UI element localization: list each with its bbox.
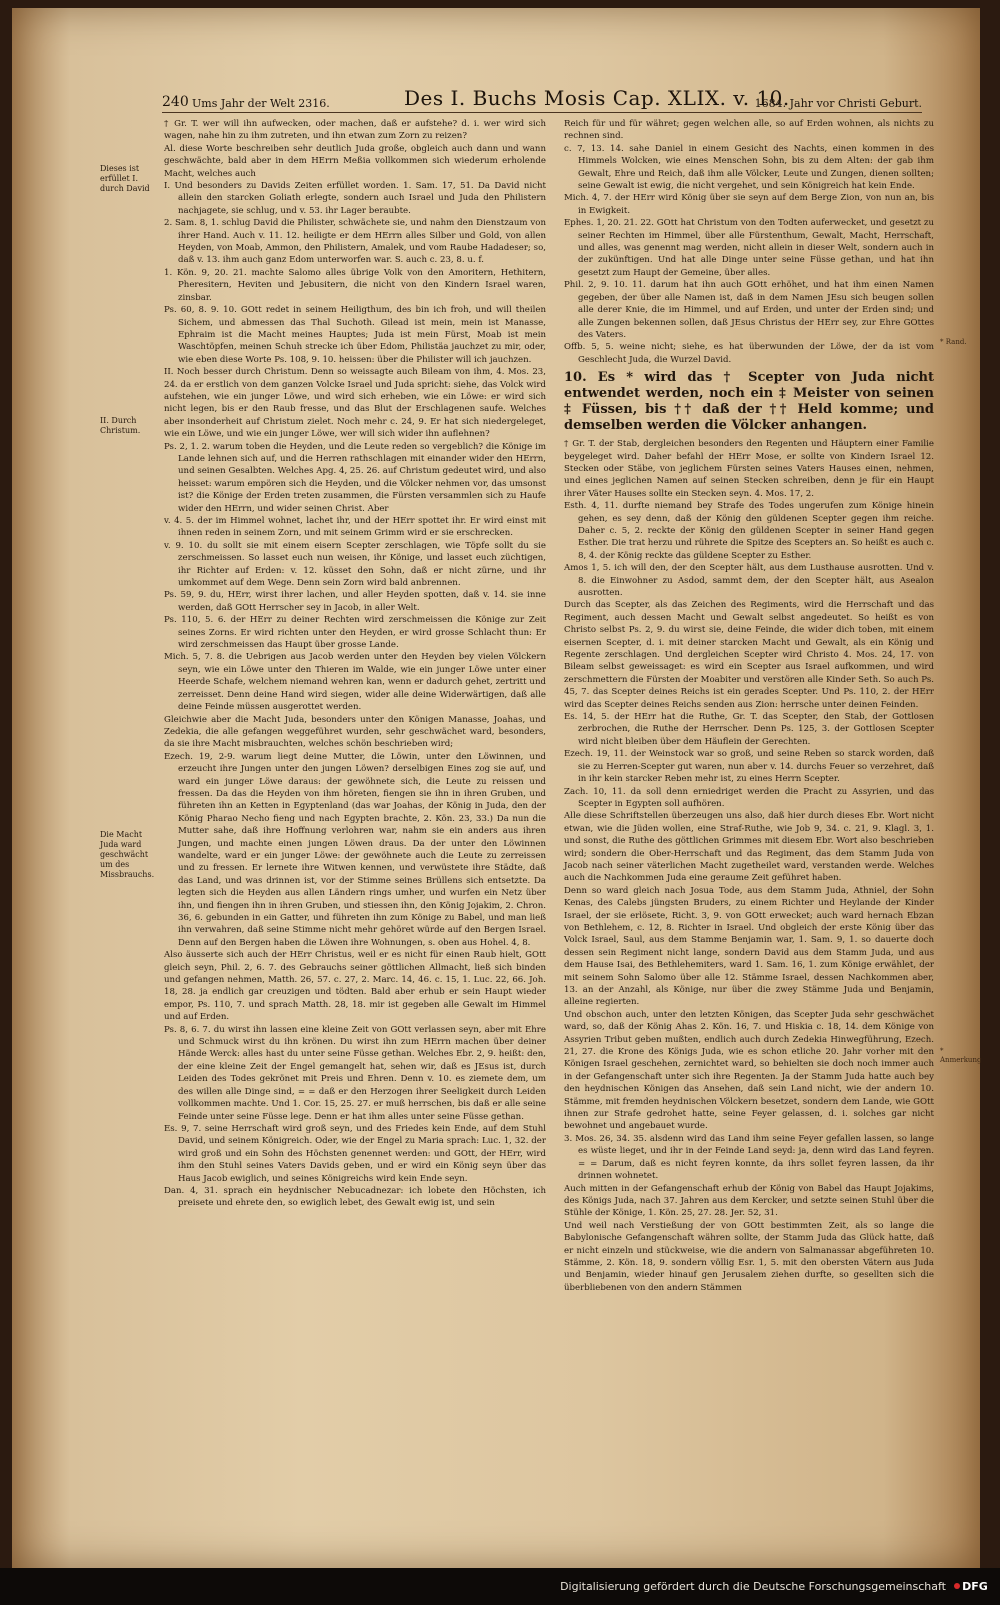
paragraph: II. Noch besser durch Christum. Denn so weissagte auch Bileam von ihm, 4. Mos. 23, 24. da er erstlich von dem ganzen Volcke Israel und Juda spricht: siehe, das Volck wird aufstehen, wie ein junger Löwe, und wird sich erheben, wie ein Löwe: er wird sich nicht legen, bis er den Raub fresse, und das Blut der Erschlagenen saufe. Welches aber insonderheit auf Christum zielet. Noch mehr c. 24, 9. Er hat sich niedergeleget, wie ein Löwe, und wie ein junger Löwe, wer will sich wider ihn auflehnen?	[164, 367, 546, 440]
paragraph: Offb. 5, 5. weine nicht; siehe, es hat überwunden der Löwe, der da ist vom Geschlecht Juda, die Wurzel David.	[564, 342, 934, 365]
paragraph: Es. 9, 7. seine Herrschaft wird groß seyn, und des Friedes kein Ende, auf dem Stuhl David, und seinem Königreich. Oder, wie der Engel zu Maria sprach: Luc. 1, 32. der wird groß und ein Sohn des Höchsten genennet werden: und GOtt, der HErr, wird ihm den Stuhl seines Vaters Davids geben, und er wird ein König seyn über das Haus Jacob ewiglich, und seines Königreichs wird kein Ende seyn.	[164, 1123, 546, 1184]
margin-notes-right	[940, 338, 982, 1238]
page-title: Des I. Buchs Mosis Cap. XLIX. v. 10.	[404, 86, 790, 110]
paragraph: † Gr. T. der Stab, dergleichen besonders den Regenten und Häuptern einer Familie beygeleget wird. Daher befahl der HErr Mose, er sollte von Kindern Israel 12. Stecken oder Stäbe, von jeglichem Fürsten seines Vaters Hauses einen, nehmen, und eines jeglichen Namen auf seinen Stecken schreiben, denn je für ein Haupt ihrer Väter Hauses sollte ein Stecken seyn. 4. Mos. 17, 2.	[564, 439, 934, 499]
dfg-logo-icon: DFG	[952, 1577, 990, 1595]
paragraph: Al. diese Worte beschreiben sehr deutlich Juda große, obgleich auch dann und wann geschwächte, bald aber in dem HErrn Meßia vollkommen sich wiederum erholende Macht, welches auch	[164, 143, 546, 179]
margin-note-macht: Die Macht Juda ward geschwächt um des Missbrauchs.	[100, 830, 155, 879]
verse-heading: 10. Es * wird das † Scepter von Juda nicht entwendet werden, noch ein ‡ Meister von seinen ‡ Füssen, bis †† daß der †† Held komme; und demselben werden die Völcker anhangen.	[564, 370, 934, 434]
paragraph: Mich. 4, 7. der HErr wird König über sie seyn auf dem Berge Zion, von nun an, bis in Ewigkeit.	[564, 193, 934, 216]
paragraph: Amos 1, 5. ich will den, der den Scepter hält, aus dem Lusthause ausrotten. Und v. 8. die Einwohner zu Asdod, sammt dem, der den Scepter hält, aus Asealon ausrotten.	[564, 563, 934, 598]
left-column	[164, 118, 546, 1210]
footer-bar	[0, 1568, 1000, 1605]
right-column	[564, 118, 934, 1294]
paragraph: 2. Sam. 8, 1. schlug David die Philister, schwächete sie, und nahm den Dienstzaum von ihrer Hand. Auch v. 11. 12. heiligte er dem HErrn alles Silber und Gold, von allen Heyden, von Moab, Ammon, den Philistern, Amalek, und vom Raube Hadadeser; so, daß v. 13. ihm auch ganz Edom unterworfen war. S. auch c. 23, 8. u. f.	[164, 218, 546, 266]
paragraph: 3. Mos. 26, 34. 35. alsdenn wird das Land ihm seine Feyer gefallen lassen, so lange es wüste lieget, und ihr in der Feinde Land seyd: ja, denn wird das Land feyren. = = Darum, daß es nicht feyren konnte, da ihrs sollet feyren lassen, da ihr drinnen wohnetet.	[564, 1133, 934, 1182]
paragraph: 1. Kön. 9, 20. 21. machte Salomo alles übrige Volk von den Amoritern, Hethitern, Pheresitern, Heviten und Jebusitern, die nicht von den Kindern Israel waren, zinsbar.	[164, 267, 546, 303]
paragraph: Ps. 60, 8. 9. 10. GOtt redet in seinem Heiligthum, des bin ich froh, und will theilen Sichem, und abmessen das Thal Suchoth. Gilead ist mein, mein ist Manasse, Ephraim ist die Macht meines Hauptes; Juda ist mein Fürst, Moab ist mein Waschtöpfen, meinen Schuh strecke ich über Edom, Philistäa jauchzet zu mir, oder, wie eben diese Worte Ps. 108, 9. 10. heissen: über die Philister will ich jauchzen.	[164, 305, 546, 365]
paragraph: Ephes. 1, 20. 21. 22. GOtt hat Christum von den Todten auferwecket, und gesetzt zu seiner Rechten im Himmel, über alle Fürstenthum, Gewalt, Macht, Herrschaft, und alles, was genennt mag werden, nicht allein in dieser Welt, sondern auch in der zukünftigen. Und hat alle Dinge unter seine Füsse gethan, und hat ihn gesetzt zum Haupt der Gemeine, über alles.	[564, 218, 934, 278]
paragraph: Ps. 59, 9. du, HErr, wirst ihrer lachen, und aller Heyden spotten, daß v. 14. sie inne werden, daß GOtt Herrscher sey in Jacob, in aller Welt.	[164, 590, 546, 613]
margin-note-christum: II. Durch Christum.	[100, 416, 141, 435]
running-head	[162, 86, 922, 113]
year-right: 1684. Jahr vor Christi Geburt.	[754, 97, 922, 110]
year-left: Ums Jahr der Welt 2316.	[192, 97, 330, 110]
margin-note: * Anmerkung	[940, 1047, 982, 1064]
paragraph: † Gr. T. wer will ihn aufwecken, oder machen, daß er aufstehe? d. i. wer wird sich wagen, nahe hin zu ihm zutreten, und ihn etwan zum Zorn zu reizen?	[164, 119, 546, 142]
paragraph: Ps. 2, 1. 2. warum toben die Heyden, und die Leute reden so vergeblich? die Könige im Lande lehnen sich auf, und die Herren rathschlagen mit einander wider den HErrn, und seinen Gesalbten. Welches Apg. 4, 25. 26. auf Christum gedeutet wird, und also heisset: warum empören sich die Heyden, und die Völcker nehmen vor, das umsonst ist? die Könige der Erden treten zusammen, die Fürsten versammlen sich zu Haufe wider den HErrn, und wider seinen Christ. Aber	[164, 441, 546, 514]
paragraph: v. 9. 10. du sollt sie mit einem eisern Scepter zerschlagen, wie Töpfe sollt du sie zerschmeissen. So lasset euch nun weisen, ihr Könige, und lasset euch züchtigen, ihr Richter auf Erden: v. 12. küsset den Sohn, daß er nicht zürne, und ihr umkommet auf dem Wege. Denn sein Zorn wird bald anbrennen.	[164, 540, 546, 589]
paragraph: Ezech. 19, 11. der Weinstock war so groß, und seine Reben so starck worden, daß sie zu Herren-Scepter gut waren, nun aber v. 14. durchs Feuer so verzehret, daß in ihr kein starcker Reben mehr ist, zu eines Herrn Scepter.	[564, 749, 934, 785]
scanned-book-page	[12, 8, 980, 1568]
paragraph: Es. 14, 5. der HErr hat die Ruthe, Gr. T. das Scepter, den Stab, der Gottlosen zerbrochen, die Ruthe der Herrscher. Denn Ps. 125, 3. der Gottlosen Scepter wird nicht bleiben über dem Häuflein der Gerechten.	[564, 712, 934, 747]
paragraph: Ps. 110, 5. 6. der HErr zu deiner Rechten wird zerschmeissen die Könige zur Zeit seines Zorns. Er wird richten unter den Heyden, er wird grosse Schlacht thun: Er wird zerschmeissen das Haupt über grosse Lande.	[164, 615, 546, 651]
footer-credit: Digitalisierung gefördert durch die Deutsche Forschungsgemeinschaft	[560, 1580, 946, 1593]
paragraph: Phil. 2, 9. 10. 11. darum hat ihn auch GOtt erhöhet, und hat ihm einen Namen gegeben, der über alle Namen ist, daß in dem Namen JEsu sich beugen sollen alle derer Knie, die im Himmel, und auf Erden, und unter der Erden sind; und alle Zungen bekennen sollen, daß JEsus Christus der HErr sey, zur Ehre GOttes des Vaters.	[564, 280, 934, 340]
paragraph: Dan. 4, 31. sprach ein heydnischer Nebucadnezar: ich lobete den Höchsten, ich preisete und ehrete den, so ewiglich lebet, des Gewalt ewig ist, und sein	[164, 1185, 546, 1209]
paragraph: Auch mitten in der Gefangenschaft erhub der König von Babel das Haupt Jojakims, des Königs Juda, nach 37. Jahren aus dem Kercker, und setzte seinen Stuhl über die Stühle der Könige, 1. Kön. 25, 27. 28. Jer. 52, 31.	[564, 1183, 934, 1219]
paragraph: Alle diese Schriftstellen überzeugen uns also, daß hier durch dieses Ebr. Wort nicht etwan, wie die Jüden wollen, eine Straf-Ruthe, wie Job 9, 34. c. 21, 9. Klagl. 3, 1. und sonst, die Ruthe des göttlichen Grimmes mit diesem Ebr. Wort also beschrieben wird; sondern die Ober-Herrschaft und das Regiment, das dem Stamm Juda von Jacob nach seiner väterlichen Macht zugetheilet ward, verstanden werde. Welches auch die Nachkommen Juda eine geraume Zeit geführet haben.	[564, 811, 934, 884]
paragraph: Ps. 8, 6. 7. du wirst ihn lassen eine kleine Zeit von GOtt verlassen seyn, aber mit Ehre und Schmuck wirst du ihn krönen. Du wirst ihn zum HErrn machen über deiner Hände Werck: alles hast du unter seine Füsse gethan. Welches Ebr. 2, 9. heißt: den, der eine kleine Zeit der Engel gemangelt hat, sehen wir, daß es JEsus ist, durch Leiden des Todes gekrönet mit Preis und Ehren. Denn v. 10. es ziemete dem, um des willen alle Dinge sind, = = daß er den Herzogen ihrer Seeligkeit durch Leiden vollkommen machte. Und 1. Cor. 15, 25. 27. er muß herrschen, bis daß er alle seine Feinde unter seine Füsse lege. Denn er hat ihm alles unter seine Füsse gethan.	[164, 1024, 546, 1122]
paragraph: Esth. 4, 11. durfte niemand bey Strafe des Todes ungerufen zum Könige hinein gehen, es sey denn, daß der König den güldenen Scepter gegen ihm reiche. Daher c. 5, 2. reckte der König den güldenen Scepter in seiner Hand gegen Esther. Die trat herzu und rührete die Spitze des Scepters an. So heißt es auch c. 8, 4. der König reckte das güldene Scepter zu Esther.	[564, 501, 934, 561]
paragraph: Also äusserte sich auch der HErr Christus, weil er es nicht für einen Raub hielt, GOtt gleich seyn, Phil. 2, 6. 7. des Gebrauchs seiner göttlichen Allmacht, ließ sich binden und gefangen nehmen, Matth. 26, 57. c. 27, 2. Marc. 14, 46. c. 15, 1. Luc. 22, 66. Joh. 18, 28. ja endlich gar creuzigen und tödten. Bald aber erhub er sein Haupt wieder empor, Ps. 110, 7. und sprach Matth. 28, 18. mir ist gegeben alle Gewalt im Himmel und auf Erden.	[164, 950, 546, 1023]
paragraph: Und obschon auch, unter den letzten Königen, das Scepter Juda sehr geschwächet ward, so, daß der König Ahas 2. Kön. 16, 7. und Hiskia c. 18, 14. dem Könige von Assyrien Tribut geben mußten, endlich auch durch Zedekia Hinwegführung, Ezech. 21, 27. die Krone des Königs Juda, wie es schon etliche 20. Jahr vorher mit den Königen Israel geschehen, zernichtet ward, so behielten sie doch noch immer auch in der Gefangenschaft unter sich ihre Regenten. Ja der Stamm Juda hatte auch bey den heydnischen Königen das Ansehen, daß sein Land nicht, wie der andern 10. Stämme, mit fremden heydnischen Völckern besetzet, sondern dem Lande, wie GOtt ihnen zur Strafe gedrohet hatte, seine Feyer gelassen, d. i. solches gar nicht bewohnet und angebauet wurde.	[564, 1009, 934, 1132]
paragraph: v. 4. 5. der im Himmel wohnet, lachet ihr, und der HErr spottet ihr. Er wird einst mit ihnen reden in seinem Zorn, und mit seinem Grimm wird er sie erschrecken.	[164, 516, 546, 539]
paragraph: Gleichwie aber die Macht Juda, besonders unter den Königen Manasse, Joahas, und Zedekia, die alle gefangen weggeführet wurden, sehr geschwächet ward, besonders, da sie ihre Macht misbrauchten, welches schön beschrieben wird;	[164, 714, 546, 750]
paragraph: I. Und besonders zu Davids Zeiten erfüllet worden. 1. Sam. 17, 51. Da David nicht allein den starcken Goliath erlegte, sondern auch Israel und Juda den Philistern nachjagete, sie schlug, und v. 53. ihr Lager beraubte.	[164, 181, 546, 216]
margin-note: * Rand.	[940, 338, 967, 346]
page-number: 240	[162, 94, 189, 110]
margin-note-david: Dieses ist erfüllet I. durch David	[100, 164, 150, 193]
paragraph: Zach. 10, 11. da soll denn erniedriget werden die Pracht zu Assyrien, und das Scepter in Egypten soll aufhören.	[564, 786, 934, 809]
paragraph: Denn so ward gleich nach Josua Tode, aus dem Stamm Juda, Athniel, der Sohn Kenas, des Calebs jüngsten Bruders, zu einem Richter und Heylande der Kinder Israel, der sie erlösete, Richt. 3, 9. von GOtt erwecket; auch ward hernach Ebzan von Bethlehem, c. 12, 8. Richter in Israel. Und obgleich der erste König über das Volck Israel, Saul, aus dem Stamme Benjamin war, 1. Sam. 9, 1. so dauerte doch dessen sein Regiment nicht lange, sondern David aus dem Stamm Juda, und aus dem Hause Isai, des Bethlehemiters, ward 1. Sam. 16, 1. zum Könige erwählet, der mit seinem Sohn Salomo über alle 12. Stämme Israel, dessen Nachkommen aber, 13. an der Anzahl, als Könige, nur über die zwey Stämme Juda und Benjamin, alleine regierten.	[564, 885, 934, 1008]
paragraph: c. 7, 13. 14. sahe Daniel in einem Gesicht des Nachts, einen kommen in des Himmels Wolcken, wie eines Menschen Sohn, bis zu dem Alten: der gab ihm Gewalt, Ehre und Reich, daß ihm alle Völcker, Leute und Zungen, dienen sollten; seine Gewalt ist ewig, die nicht vergehet, und sein Königreich hat kein Ende.	[564, 143, 934, 192]
paragraph: Mich. 5, 7. 8. die Uebrigen aus Jacob werden unter den Heyden bey vielen Völckern seyn, wie ein Löwe unter den Thieren im Walde, wie ein junger Löwe unter einer Heerde Schafe, welchem niemand wehren kan, wenn er dadurch gehet, zertritt und zerreisset. Denn deine Hand wird siegen, wider alle deine Widerwärtigen, daß alle deine Feinde müssen ausgerottet werden.	[164, 652, 546, 713]
paragraph: Reich für und für währet; gegen welchen alle, so auf Erden wohnen, als nichts zu rechnen sind.	[564, 119, 934, 142]
paragraph: Durch das Scepter, als das Zeichen des Regiments, wird die Herrschaft und das Regiment, auch dessen Macht und Gewalt selbst angedeutet. So heißt es von Christo selbst Ps. 2, 9. du wirst sie, deine Feinde, die wider dich toben, mit einem eisernen Scepter, d. i. mit deiner starcken Macht und Gewalt, als ein König und Regente zerschlagen. Und dergleichen Scepter wird Christo 4. Mos. 24, 17. von Bileam selbst geweissaget: es wird ein Scepter aus Israel aufkommen, und wird zerschmettern die Fürsten der Moabiter und verstören alle Kinder Seth. So auch Ps. 45, 7. das Scepter deines Reichs ist ein gerades Scepter. Und Ps. 110, 2. der HErr wird das Scepter deines Reichs senden aus Zion: herrsche unter deinen Feinden.	[564, 600, 934, 710]
paragraph: Ezech. 19, 2-9. warum liegt deine Mutter, die Löwin, unter den Löwinnen, und erzeucht ihre Jungen unter den jungen Löwen? derselbigen Eines zog sie auf, und ward ein junger Löwe daraus: der gewöhnete sich, die Leute zu reissen und fressen. Da das die Heyden von ihm höreten, fiengen sie ihn in ihren Gruben, und führeten ihn an Ketten in Egyptenland (das war Joahas, der König in Juda, den der König Pharao Necho fieng und nach Egypten brachte, 2. Kön. 23, 33.) Da nun die Mutter sahe, daß ihre Hoffnung verlohren war, nahm sie ein anders aus ihren Jungen, und machte einen jungen Löwen draus. Da der unter den Löwinnen wandelte, ward er ein junger Löwe: der gewöhnete auch die Leute zu zerreissen und zu fressen. Er lernete ihre Witwen kennen, und verwüstete ihre Städte, daß das Land, und was drinnen ist, vor der Stimme seines Brüllens sich entsetzte. Da legten sich die Heyden aus allen Ländern rings umher, und wurfen ein Netz über ihn, und fiengen ihn in ihren Gruben, und stiessen ihn, den König Jojakim, 2. Chron. 36, 6. gebunden in ein Gatter, und führeten ihn zum Könige zu Babel, und man ließ ihn verwahren, daß seine Stimme nicht mehr gehöret würde auf den Bergen Israel. Denn auf den Bergen haben die Löwen ihre Wohnungen, s. oben aus Hohel. 4, 8.	[164, 751, 546, 948]
paragraph: Und weil nach Verstießung der von GOtt bestimmten Zeit, als so lange die Babylonische Gefangenschaft währen sollte, der Stamm Juda das Glück hatte, daß er nicht einzeln und stückweise, wie die andern von Salmanassar abgeführeten 10. Stämme, 2. Kön. 18, 9. sondern völlig Esr. 1, 5. mit den obersten Vätern aus Juda und Benjamin, wieder hinauf gen Jerusalem ziehen durfte, so gesellten sich die überbliebenen von den andern Stämmen	[564, 1220, 934, 1293]
